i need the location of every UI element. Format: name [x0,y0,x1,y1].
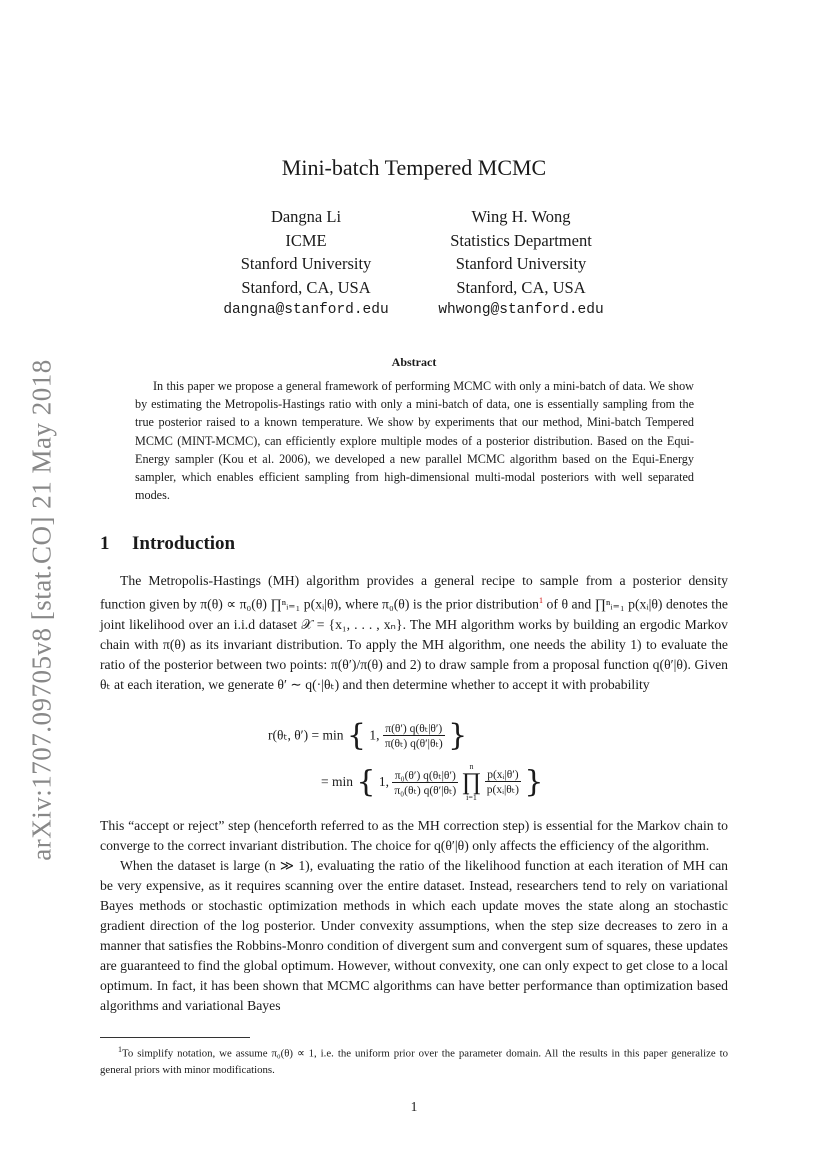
author-email: whwong@stanford.edu [438,302,604,318]
equation-lhs: r(θₜ, θ′) = min [268,727,344,743]
product-symbol: ∏ [461,769,482,795]
footnote-marker[interactable]: 1 [539,596,544,605]
paragraph-text: This “accept or reject” step (henceforth referred to as the MH correction step) is essential for the Markov chain to converge to the correct invariant distribution. The choice for q(θ′|θ) only affects the efficiency of the algorithm. [100,818,728,853]
section-number: 1 [100,533,110,554]
footnote-mark: 1 [118,1045,122,1054]
mh-acceptance-equation [268,718,568,810]
fraction-denominator: π(θₜ) q(θ′|θₜ) [384,738,443,750]
fraction-denominator: p(xᵢ|θₜ) [486,783,519,796]
product-operator [462,762,482,802]
author-block-2 [421,205,621,323]
section-heading [100,533,235,555]
paper-title: Mini-batch Tempered MCMC [281,155,547,180]
author-dept: ICME [285,230,327,250]
paragraph-text: When the dataset is large (n ≫ 1), evaluating the ratio of the likelihood function at each iteration of MH can be very expensive, as it requires scanning over the entire dataset. Instead, researchers tend to rely on variational Bayes methods or stochastic optimization methods in which each update moves the state along an stochastic gradient direction of the log posterior. Under convexity assumptions, when the step size decreases to zero in a manner that satisfies the Robbins-Monro condition of divergent sum and convergent sum of squares, these updates are guaranteed to find the global optimum. However, without convexity, one can only expect to get close to a local optimum. In fact, it has been shown that MCMC algorithms can have better performance than optimization based algorithms and variational Bayes [100,858,728,1013]
author-location: Stanford, CA, USA [241,277,371,297]
paragraph-text: The Metropolis-Hastings (MH) algorithm provides a general recipe to sample from a posterior density function given by π(θ) ∝ π₀(θ) ∏ⁿᵢ₌₁ p(xᵢ|θ), where π₀(θ) is the prior distribution [100,573,728,612]
abstract-heading: Abstract [391,355,437,369]
equation-line-2 [321,762,543,802]
arxiv-sidebar [22,350,62,870]
author-email: dangna@stanford.edu [223,302,389,318]
product-lower: i=1 [466,793,477,802]
left-brace: { [346,718,366,753]
right-brace: } [448,718,468,753]
page-number: 1 [410,1099,418,1114]
left-brace: { [356,764,376,800]
author-name: Wing H. Wong [471,207,571,226]
author-location: Stanford, CA, USA [456,277,586,297]
right-brace: } [524,764,544,800]
equation-line-1 [268,718,467,753]
author-name: Dangna Li [270,207,342,226]
intro-paragraph-1 [100,571,728,695]
footnote [100,1042,728,1078]
product-upper: n [469,762,474,771]
fraction-1 [383,721,445,750]
author-block-1 [206,205,406,323]
intro-continuation [100,816,728,1016]
fraction-3 [485,769,521,796]
author-dept: Statistics Department [450,230,592,250]
footnote-text: To simplify notation, we assume π₀(θ) ∝ 1, i.e. the uniform prior over the parameter domain. All the results in this paper generalize to general priors with minor modifications. [100,1047,728,1076]
footnote-divider [100,1037,250,1038]
abstract-body [135,377,694,504]
author-affiliation: Stanford University [455,254,587,273]
fraction-denominator: π₀(θₜ) q(θ′|θₜ) [394,784,457,797]
equation-equals: = min [321,774,353,789]
fraction-numerator: π₀(θ′) q(θₜ|θ′) [392,768,458,783]
equation-one: 1, [378,774,389,789]
author-affiliation: Stanford University [240,254,372,273]
paragraph-text: of θ and ∏ⁿᵢ₌₁ p(xᵢ|θ) denotes the joint likelihood over an i.i.d dataset 𝒳 = {x₁, . . . , xₙ}. The MH algorithm works by building an ergodic Markov chain with π(θ) as its invariant distribution. To apply the MH algorithm, one needs the ability 1) to evaluate the ratio of the posterior between two points: π(θ′)/π(θ) and 2) to draw sample from a proposal function q(θ′|θ). Given θₜ at each iteration, we generate θ′ ∼ q(·|θₜ) and then determine whether to accept it with probability [100,596,728,692]
fraction-numerator: π(θ′) q(θₜ|θ′) [383,721,445,736]
arxiv-identifier: arXiv:1707.09705v8 [stat.CO] 21 May 2018 [26,359,57,861]
fraction-numerator: p(xᵢ|θ′) [485,769,521,782]
fraction-2 [392,768,458,797]
section-title: Introduction [132,533,236,554]
equation-one: 1, [369,727,380,743]
abstract-text: In this paper we propose a general framework of performing MCMC with only a mini-batch of data. We show by estimating the Metropolis-Hastings ratio with only a mini-batch of data, one is essentially sampling from the true posterior raised to a known temperature. We show by experiments that our method, Mini-batch Tempered MCMC (MINT-MCMC), can efficiently explore multiple modes of a posterior distribution. Based on the Equi-Energy sampler (Kou et al. 2006), we developed a new parallel MCMC algorithm based on the Equi-Energy sampler, which enables efficient sampling from high-dimensional multi-modal posteriors with well separated modes. [135,379,694,503]
